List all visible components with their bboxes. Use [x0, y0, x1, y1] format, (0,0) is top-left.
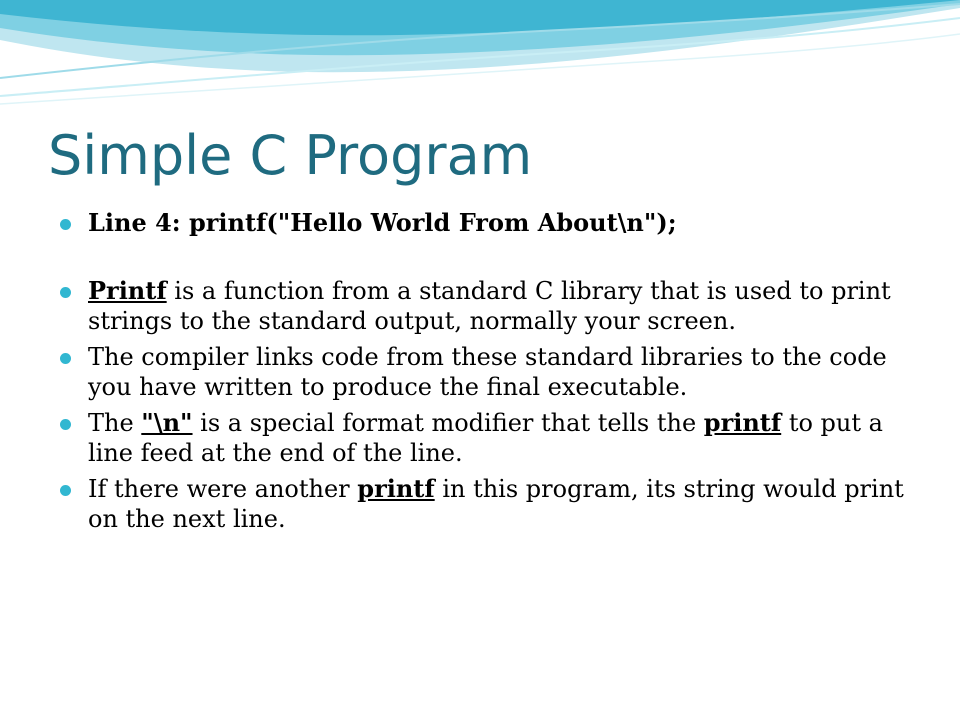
bullet-item [60, 474, 920, 534]
bullet-item [60, 342, 920, 402]
bullet-dot-icon [60, 287, 71, 298]
header-wave-decoration [0, 0, 960, 120]
keyword-printf: printf [357, 474, 435, 503]
bullet-text: The [88, 409, 142, 437]
bullet-text: The compiler links code from these standard libraries to the code you have written to produce the final executable. [88, 343, 887, 401]
slide-title: Simple C Program [48, 124, 533, 187]
bullet-text: is a special format modifier that tells the [192, 409, 704, 437]
bullet-dot-icon [60, 419, 71, 430]
bullet-item [60, 408, 920, 468]
keyword-printf: Printf [88, 276, 167, 305]
bullet-text: in this program, its string would print on the next line. [88, 475, 904, 533]
bullet-text: is a function from a standard C library that is used to print strings to the standard output, normally your screen. [88, 277, 891, 335]
keyword-printf: printf [703, 408, 782, 437]
bullet-text: If there were another [88, 475, 358, 503]
bullet-dot-icon [60, 219, 71, 230]
bullet-text: Line 4: printf("Hello World From About\n"); [88, 208, 677, 237]
bullet-dot-icon [60, 353, 71, 364]
keyword-newline: "\n" [141, 408, 193, 437]
bullet-item [60, 208, 920, 238]
bullet-text: to put a line feed at the end of the line. [88, 409, 883, 467]
bullet-dot-icon [60, 485, 71, 496]
bullet-item [60, 276, 920, 336]
bullet-list [60, 208, 920, 534]
